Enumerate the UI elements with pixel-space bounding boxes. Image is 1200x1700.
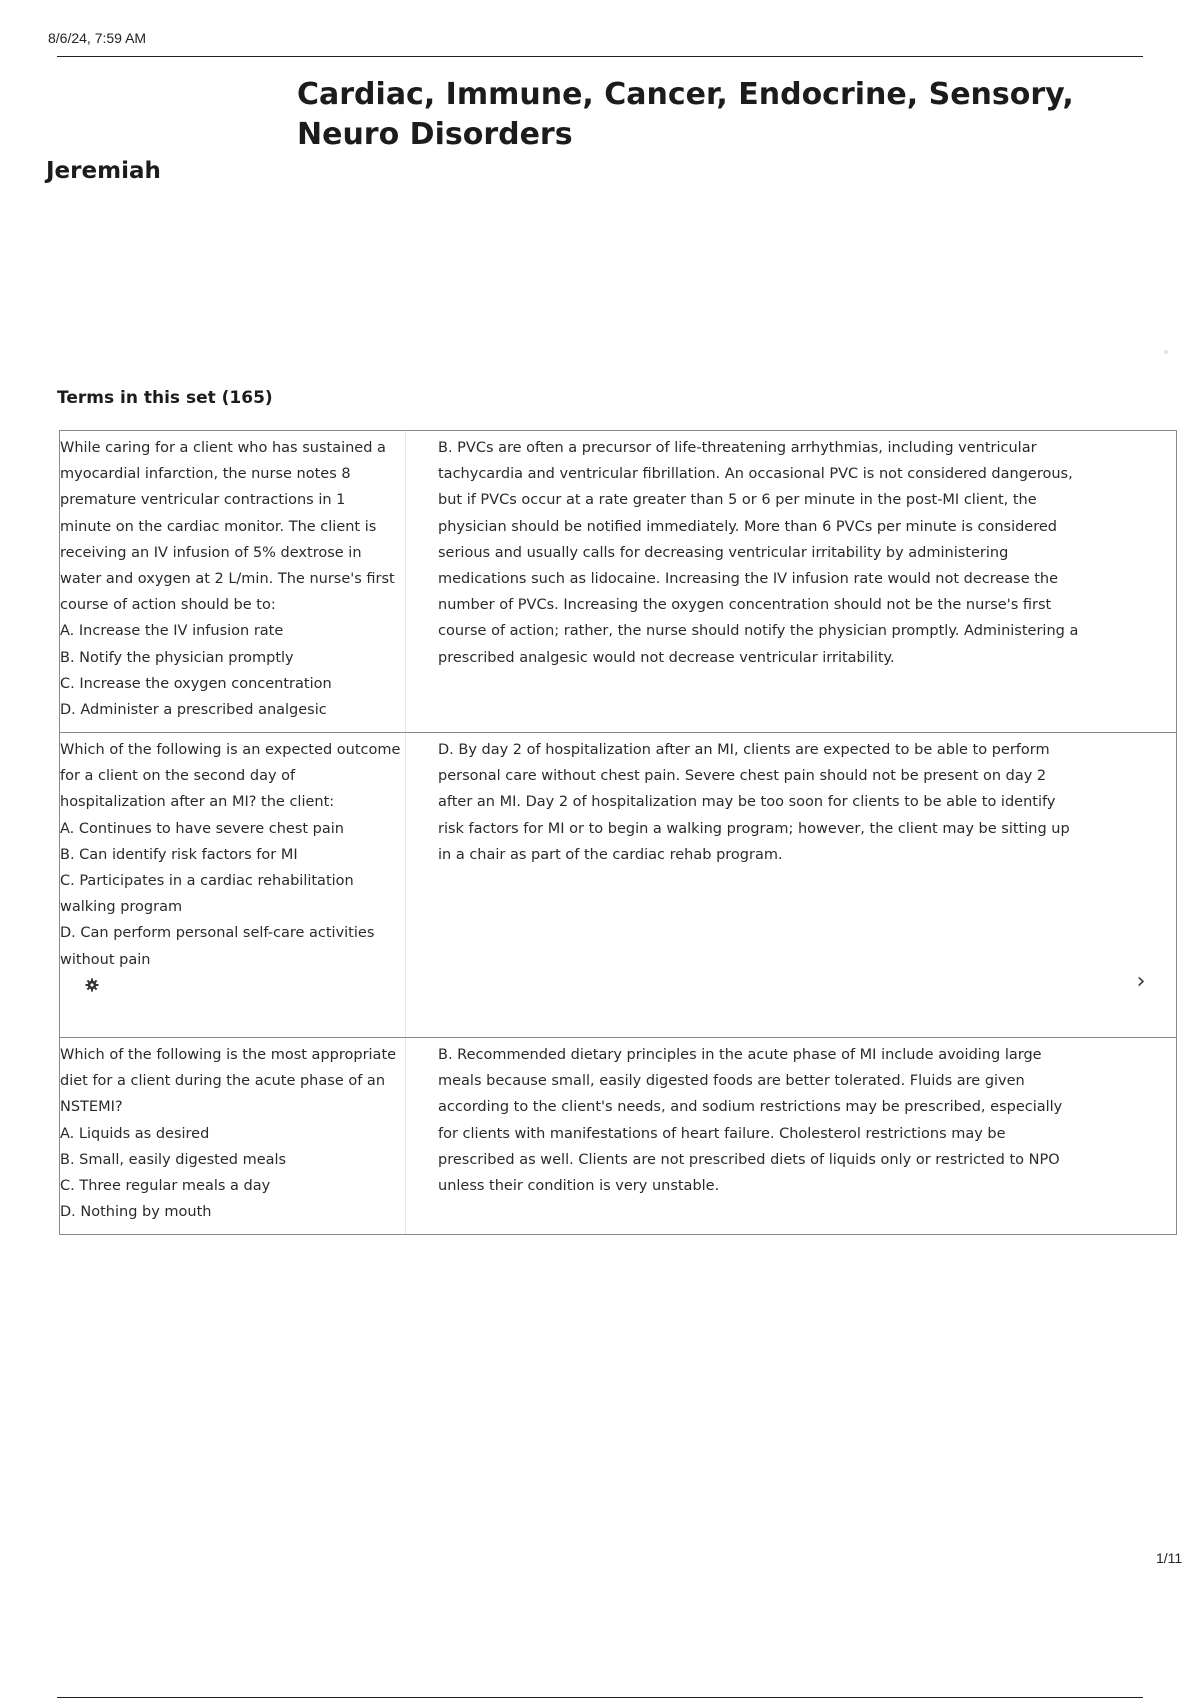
option-item: D. Administer a prescribed analgesic xyxy=(60,702,327,719)
answer-text: B. PVCs are often a precursor of life-threatening arrhythmias, including ventricular tachycardia and ventricular fibrillation. An occasional PVC is not considered dangerous, but if PVCs occur at a rate greater than 5 or 6 per minute in the post-MI client, the physician should be notified immediately. More than 6 PVCs per minute is considered serious and usually calls for decreasing ventricular irritability by administering medications such as lidocaine. Increasing the IV infusion rate would not decrease the number of PVCs. Increasing the oxygen concentration should not be the nurse's first course of action; rather, the nurse should notify the physician promptly. Administering a prescribed analgesic would not decrease ventricular irritability. xyxy=(438,440,1079,666)
flashcard-row xyxy=(60,733,1176,1038)
definition-cell xyxy=(406,1038,1176,1234)
bottom-divider xyxy=(57,1697,1143,1698)
option-item: D. Can perform personal self-care activities without pain xyxy=(60,925,375,968)
option-item: A. Increase the IV infusion rate xyxy=(60,623,284,640)
page-number: 1/11 xyxy=(1156,1550,1183,1566)
definition-cell xyxy=(406,733,1176,1037)
answer-text: B. Recommended dietary principles in the acute phase of MI include avoiding large meals because small, easily digested foods are better tolerated. Fluids are given according to the client's needs, and sodium restrictions may be prescribed, especially for clients with manifestations of heart failure. Cholesterol restrictions may be prescribed as well. Clients are not prescribed diets of liquids only or restricted to NPO unless their condition is very unstable. xyxy=(438,1047,1063,1195)
definition-cell xyxy=(406,431,1176,732)
option-item: B. Can identify risk factors for MI xyxy=(60,846,298,863)
term-cell xyxy=(60,431,406,732)
options-list xyxy=(60,1121,401,1226)
option-item: C. Three regular meals a day xyxy=(60,1178,271,1195)
terms-heading: Terms in this set (165) xyxy=(57,388,273,408)
faint-mark xyxy=(1164,350,1168,354)
option-item: B. Notify the physician promptly xyxy=(60,649,294,666)
print-date: 8/6/24, 7:59 AM xyxy=(48,30,147,46)
page-title: Cardiac, Immune, Cancer, Endocrine, Sensory, Neuro Disorders xyxy=(297,77,1074,152)
flashcard-row xyxy=(60,1038,1176,1234)
top-divider xyxy=(57,56,1143,57)
option-item: D. Nothing by mouth xyxy=(60,1204,212,1221)
options-list xyxy=(60,618,401,723)
answer-text: D. By day 2 of hospitalization after an MI, clients are expected to be able to perform personal care without chest pain. Severe chest pain should not be present on day 2 after an MI. Day 2 of hospitalization may be too soon for clients to be able to identify risk factors for MI or to begin a walking program; however, the client may be sitting up in a chair as part of the cardiac rehab program. xyxy=(438,742,1070,863)
term-cell xyxy=(60,1038,406,1234)
option-item: C. Increase the oxygen concentration xyxy=(60,675,332,692)
flashcard-table xyxy=(59,430,1177,1235)
option-item: A. Continues to have severe chest pain xyxy=(60,820,344,837)
chevron-right-icon[interactable]: › xyxy=(1136,969,1146,994)
flashcard-row xyxy=(60,431,1176,733)
question-text: Which of the following is the most appropriate diet for a client during the acute phase of an NSTEMI? xyxy=(60,1047,397,1116)
options-list xyxy=(60,816,401,973)
author-name[interactable]: Jeremiah xyxy=(46,158,161,184)
option-item: A. Liquids as desired xyxy=(60,1125,210,1142)
option-item: C. Participates in a cardiac rehabilitation walking program xyxy=(60,873,354,916)
term-cell xyxy=(60,733,406,1037)
gear-icon[interactable] xyxy=(85,977,99,991)
option-item: B. Small, easily digested meals xyxy=(60,1151,287,1168)
question-text: While caring for a client who has sustained a myocardial infarction, the nurse notes 8 premature ventricular contractions in 1 minute on the cardiac monitor. The client is receiving an IV infusion of 5% dextrose in water and oxygen at 2 L/min. The nurse's first course of action should be to: xyxy=(60,440,395,614)
question-text: Which of the following is an expected outcome for a client on the second day of hospitalization after an MI? the client: xyxy=(60,742,401,811)
